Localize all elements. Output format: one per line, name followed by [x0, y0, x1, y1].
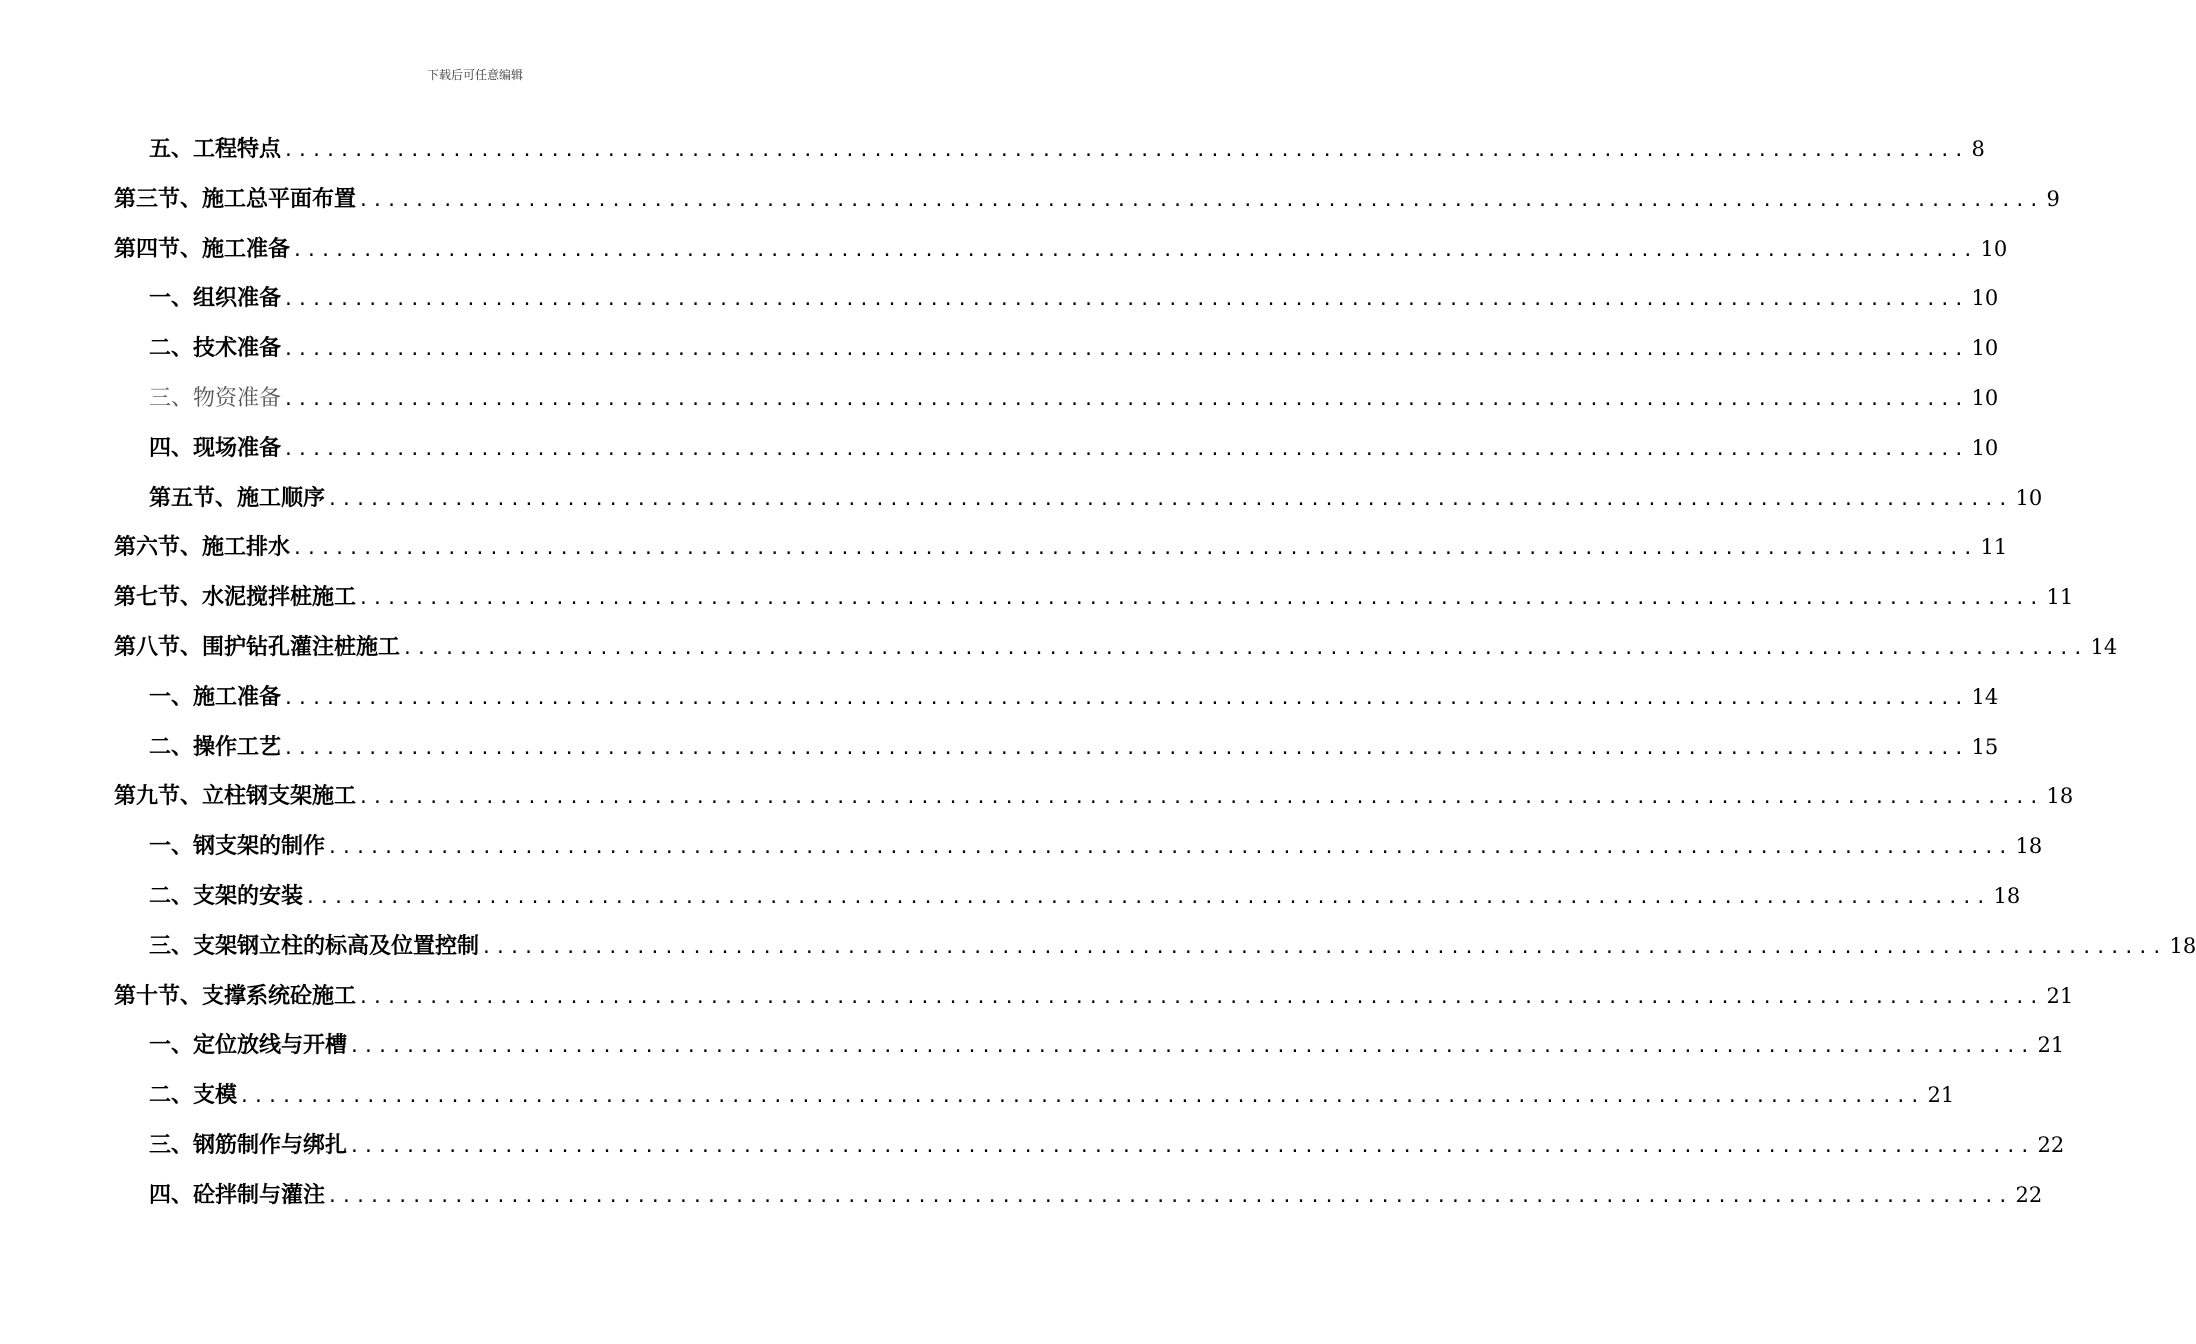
toc-dot-leader: ........................................................................................................................: [283, 737, 1968, 759]
toc-dot-leader: ........................................................................................................................: [327, 1185, 2012, 1207]
toc-entry-title: 一、施工准备: [149, 684, 282, 710]
toc-dot-leader: ........................................................................................................................: [327, 488, 2012, 510]
toc-dot-leader: ........................................................................................................................: [349, 1136, 2034, 1157]
toc-entry-title: 第十节、支撑系统砼施工: [114, 983, 357, 1009]
toc-dot-leader: ........................................................................................................................: [283, 289, 1968, 311]
toc-entry[interactable]: [149, 677, 1999, 717]
toc-entry-page-number: 10: [1980, 236, 2008, 261]
toc-entry[interactable]: [149, 1125, 2065, 1165]
toc-entry-page-number: 18: [2015, 834, 2043, 859]
toc-entry-page-number: 14: [2090, 635, 2118, 659]
toc-dot-leader: ........................................................................................................................: [283, 140, 1968, 161]
toc-entry[interactable]: [149, 428, 1999, 468]
toc-entry[interactable]: [149, 129, 1985, 169]
toc-dot-leader: ........................................................................................................................: [283, 438, 1968, 460]
toc-entry-title: 三、钢筋制作与绑扎: [149, 1133, 348, 1158]
toc-entry[interactable]: [149, 876, 2021, 916]
toc-entry-title: 四、砼拌制与灌注: [149, 1182, 326, 1208]
toc-entry[interactable]: [149, 1025, 2065, 1065]
toc-dot-leader: ........................................................................................................................: [283, 339, 1968, 361]
toc-dot-leader: ........................................................................................................................: [239, 1086, 1924, 1108]
toc-dot-leader: ........................................................................................................................: [283, 687, 1968, 709]
toc-entry-title: 一、组织准备: [149, 286, 282, 312]
toc-entry-page-number: 15: [1971, 734, 1999, 759]
toc-dot-leader: ........................................................................................................................: [481, 936, 2166, 958]
toc-entry-title: 第九节、立柱钢支架施工: [114, 784, 357, 810]
toc-entry-title: 第三节、施工总平面布置: [114, 186, 357, 212]
toc-entry-page-number: 22: [2037, 1133, 2065, 1157]
toc-entry-title: 第六节、施工排水: [114, 535, 291, 561]
toc-entry[interactable]: [114, 627, 2118, 667]
toc-entry-title: 二、技术准备: [149, 336, 282, 362]
toc-entry-page-number: 11: [2046, 585, 2074, 610]
toc-dot-leader: ........................................................................................................................: [292, 239, 1977, 261]
toc-entry[interactable]: [114, 229, 2008, 269]
toc-entry-title: 第五节、施工顺序: [149, 485, 326, 511]
toc-entry-title: 三、物资准备: [149, 386, 282, 411]
header-note: 下载后可任意编辑: [426, 68, 523, 82]
toc-entry-page-number: 8: [1971, 137, 1985, 161]
toc-entry-title: 第七节、水泥搅拌桩施工: [114, 585, 357, 611]
toc-entry-page-number: 10: [1971, 435, 1999, 460]
toc-entry-page-number: 21: [1927, 1083, 1955, 1108]
toc-entry[interactable]: [149, 1175, 2043, 1215]
toc-entry[interactable]: [114, 776, 2074, 816]
toc-entry-title: 第四节、施工准备: [114, 236, 291, 262]
toc-dot-leader: ........................................................................................................................: [292, 538, 1977, 560]
toc-entry-title: 二、操作工艺: [149, 734, 282, 760]
toc-dot-leader: ........................................................................................................................: [349, 1036, 2034, 1058]
toc-dot-leader: ........................................................................................................................: [305, 887, 1990, 908]
toc-entry[interactable]: [149, 826, 2043, 866]
toc-entry-title: 一、钢支架的制作: [149, 834, 326, 860]
toc-entry-page-number: 10: [2015, 485, 2043, 510]
toc-entry-page-number: 18: [2169, 933, 2196, 958]
toc-entry-title: 二、支架的安装: [149, 884, 304, 909]
toc-entry-title: 二、支模: [149, 1083, 238, 1109]
toc-entry-page-number: 18: [1993, 884, 2021, 908]
toc-dot-leader: ........................................................................................................................: [402, 638, 2087, 659]
toc-entry[interactable]: [114, 179, 2060, 219]
toc-entry-page-number: 10: [1971, 336, 1999, 361]
toc-entry[interactable]: [149, 378, 1999, 418]
toc-entry-page-number: 21: [2046, 983, 2074, 1008]
toc-entry[interactable]: [114, 577, 2074, 617]
toc-entry-page-number: 10: [1971, 286, 1999, 311]
toc-entry[interactable]: [149, 328, 1999, 368]
toc-entry-page-number: 21: [2037, 1033, 2065, 1058]
toc-entry[interactable]: [149, 727, 1999, 767]
toc-entry-page-number: 22: [2015, 1182, 2043, 1207]
toc-entry-page-number: 10: [1971, 386, 1999, 410]
toc-entry-title: 第八节、围护钻孔灌注桩施工: [114, 635, 401, 660]
toc-entry[interactable]: [114, 527, 2008, 567]
toc-entry-page-number: 9: [2046, 186, 2060, 211]
toc-dot-leader: ........................................................................................................................: [327, 837, 2012, 859]
toc-entry[interactable]: [114, 976, 2074, 1016]
toc-entry[interactable]: [149, 278, 1999, 318]
toc-entry[interactable]: [149, 1075, 1955, 1115]
toc-entry-title: 一、定位放线与开槽: [149, 1033, 348, 1059]
toc-entry-page-number: 18: [2046, 784, 2074, 809]
toc-dot-leader: ........................................................................................................................: [358, 189, 2043, 211]
toc-entry-title: 五、工程特点: [149, 137, 282, 162]
toc-dot-leader: ........................................................................................................................: [358, 787, 2043, 809]
toc-entry-title: 三、支架钢立柱的标高及位置控制: [149, 933, 480, 959]
toc-entry[interactable]: [149, 926, 2196, 966]
toc-dot-leader: ........................................................................................................................: [358, 986, 2043, 1008]
toc-dot-leader: ........................................................................................................................: [283, 389, 1968, 410]
toc-entry[interactable]: [149, 478, 2043, 518]
toc-entry-page-number: 11: [1980, 535, 2008, 560]
toc-dot-leader: ........................................................................................................................: [358, 588, 2043, 610]
toc-entry-title: 四、现场准备: [149, 435, 282, 461]
toc-entry-page-number: 14: [1971, 684, 1999, 709]
